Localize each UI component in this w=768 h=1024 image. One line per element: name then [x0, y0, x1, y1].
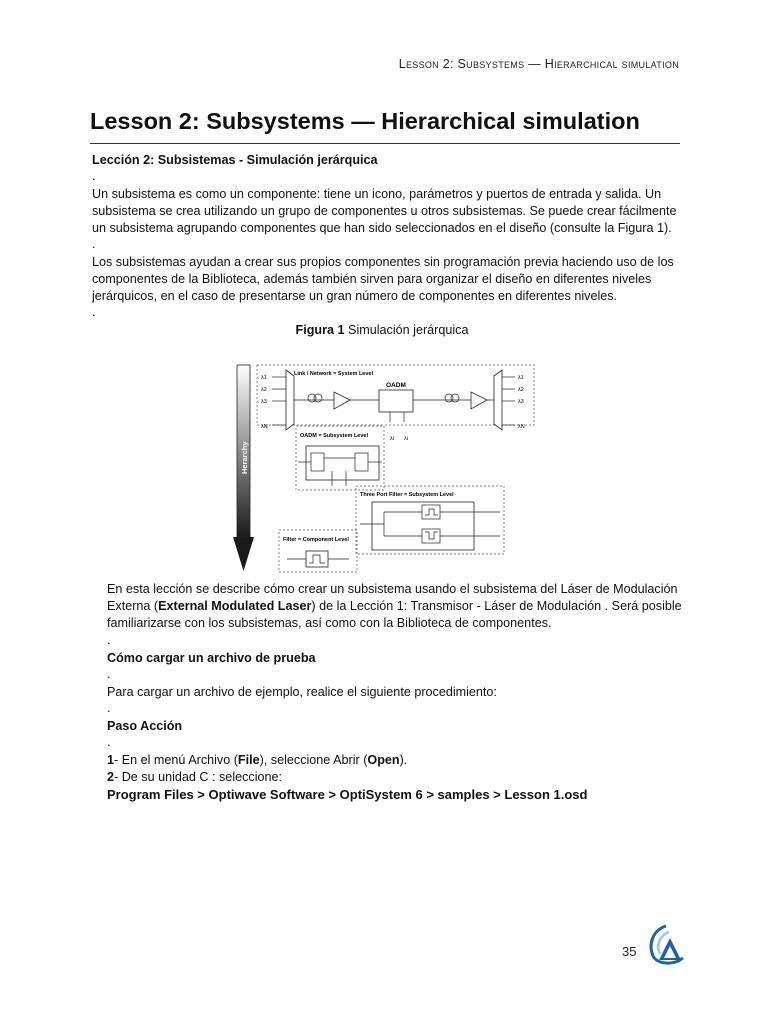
fiber-spool-left [308, 394, 322, 402]
fiber-spool-right [445, 394, 459, 402]
step-2-text: - De su unidad C : seleccione: [114, 770, 283, 784]
spacer-dot: . [107, 633, 111, 647]
spacer-dot: . [107, 735, 111, 749]
body-paragraph-1 [107, 581, 697, 632]
lambda-in-3: λ3 [261, 399, 267, 405]
step-2-number: 2 [107, 770, 115, 784]
demultiplexer [494, 370, 502, 430]
body-paragraph-1-post: ) de la Lección 1: Transmisor - Láser de Modulación . Será posible familiarizarse con los subsistemas, así como con la Biblioteca de componentes. [107, 599, 682, 630]
spacer-dot: . [92, 169, 96, 183]
system-level-label: Link / Network = System Level [294, 371, 374, 377]
body-paragraph-1-bold: External Modulated Laser [158, 599, 312, 613]
component-level-label: Filter = Component Level [283, 537, 349, 543]
figure-caption-label: Figura 1 [295, 323, 345, 337]
running-header: Lesson 2: Subsystems — Hierarchical simulation [398, 57, 679, 71]
page-title: Lesson 2: Subsystems — Hierarchical simulation [90, 108, 640, 134]
section-heading: Lección 2: Subsistemas - Simulación jerárquica [92, 153, 378, 167]
spacer-dot: . [92, 237, 96, 251]
output-lines [502, 377, 515, 425]
oadm-subsystem-label: OADM = Subsystem Level [300, 433, 369, 439]
lambda-out-3: λ3 [518, 399, 524, 405]
spacer-dot: . [107, 667, 111, 681]
step-heading: Paso Acción [107, 719, 183, 733]
step-1-text-b: ), seleccione Abrir ( [259, 753, 368, 767]
step-1-file-term: File [237, 753, 260, 767]
lambda-out-n: λN [518, 424, 525, 430]
figure-caption-text: Simulación jerárquica [344, 323, 469, 337]
step-2 [107, 769, 697, 786]
hierarchy-arrow-head [233, 537, 254, 571]
input-lines [272, 377, 286, 425]
body-paragraph-1-pre: En esta lección se describe cómo crear un subsistema usando el subsistema del Láser de Modulación Externa ( [107, 582, 678, 613]
load-text: Para cargar un archivo de ejemplo, realice el siguiente procedimiento: [107, 685, 497, 699]
file-path: Program Files > Optiwave Software > OptiSystem 6 > samples > Lesson 1.osd [107, 787, 588, 802]
lambda-add: λi [404, 436, 408, 442]
lambda-in-2: λ2 [261, 387, 267, 393]
amplifier-right [471, 392, 487, 409]
oadm-block [379, 390, 413, 412]
step-1-number: 1 [107, 753, 115, 767]
figure-caption [92, 323, 672, 337]
lambda-in-n: λN [261, 424, 268, 430]
spacer-dot: . [92, 305, 96, 319]
intro-paragraph-1: Un subsistema es como un componente: tiene un icono, parámetros y puertos de entrada y salida. Un subsistema se crea utilizando un grupo de componentes u otros subsistemas. Se puede crear fácilmente un subsistema agrupando componentes que han sido seleccionados en el diseño (consulte la Figura 1). [92, 187, 677, 235]
step-1-open-term: Open [367, 753, 400, 767]
lambda-out-2: λ2 [518, 387, 524, 393]
step-1 [107, 752, 697, 769]
page-number: 35 [622, 944, 637, 959]
intro-paragraph-2: Los subsistemas ayudan a crear sus propios componentes sin programación previa haciendo uso de los componentes de la Biblioteca, además también sirven para organizar el diseño en diferentes niveles jerárquicos, en el caso de presentarse un gran número de componentes en diferentes niveles. [92, 255, 674, 303]
spacer-dot: . [107, 701, 111, 715]
lambda-drop: λi [390, 436, 394, 442]
multiplexer [286, 370, 294, 430]
amplifier-left [334, 392, 350, 409]
load-heading: Cómo cargar un archivo de prueba [107, 651, 316, 665]
title-divider [90, 143, 680, 144]
lambda-out-1: λ1 [518, 375, 524, 381]
filter-subsystem-label: Three Port Filter = Subsystem Level [360, 492, 454, 498]
lambda-in-1: λ1 [261, 375, 267, 381]
step-1-text-c: ). [399, 753, 408, 767]
hierarchy-label: Herarchy [240, 441, 249, 474]
hierarchy-figure [232, 362, 537, 573]
oadm-label: OADM [386, 382, 406, 389]
step-1-text-a: - En el menú Archivo ( [114, 753, 238, 767]
optiwave-logo-icon [645, 922, 687, 966]
